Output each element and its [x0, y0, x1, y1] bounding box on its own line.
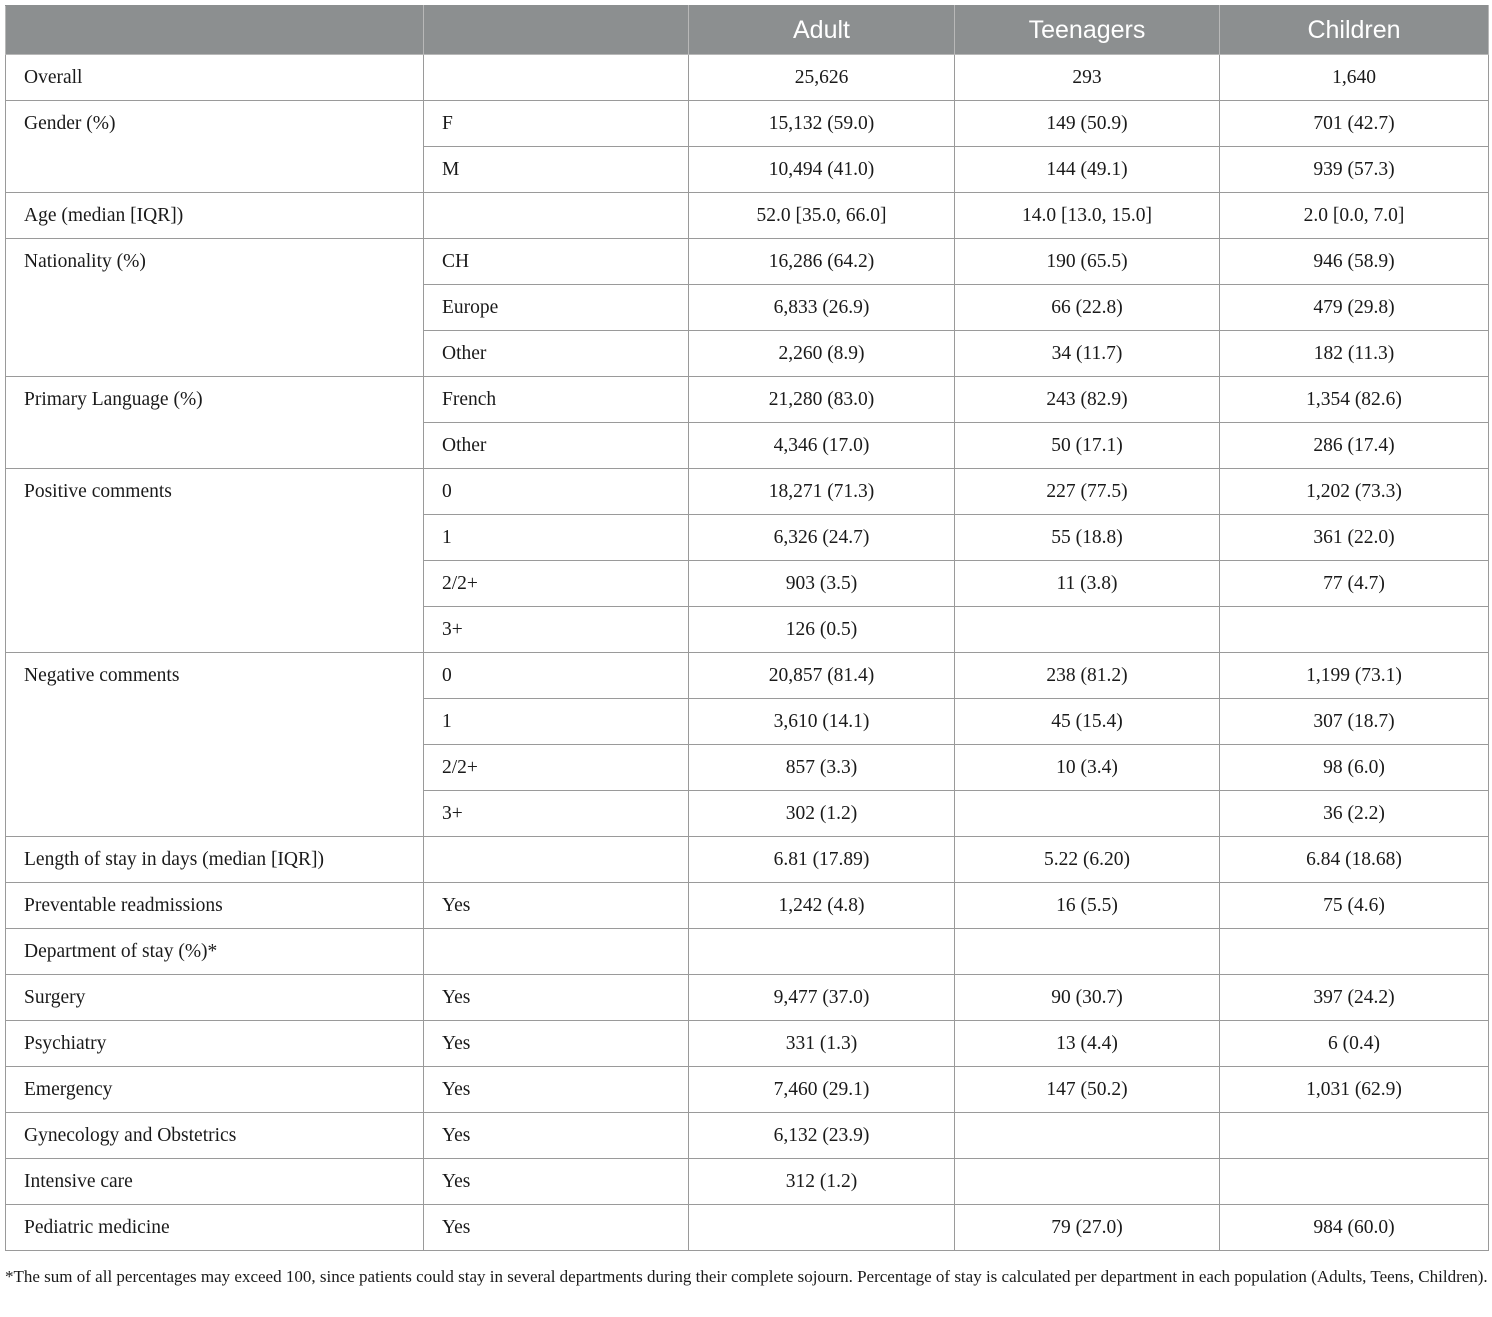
- children-value-cell: 6 (0.4): [1220, 1021, 1489, 1067]
- header-cell-variable: [6, 6, 424, 55]
- header-cell-adult: Adult: [689, 6, 955, 55]
- children-value-cell: 6.84 (18.68): [1220, 837, 1489, 883]
- category-cell: Yes: [424, 1067, 689, 1113]
- adult-value-cell: [689, 929, 955, 975]
- adult-value-cell: 6,833 (26.9): [689, 285, 955, 331]
- table-row: [6, 1159, 1489, 1205]
- table-row: [6, 193, 1489, 239]
- children-value-cell: 286 (17.4): [1220, 423, 1489, 469]
- teenagers-value-cell: [955, 1159, 1220, 1205]
- footnote: *The sum of all percentages may exceed 100, since patients could stay in several departments during their complete sojourn. Percentage of stay is calculated per department in each population (Adults, Teens, Children).: [5, 1267, 1488, 1286]
- children-value-cell: [1220, 929, 1489, 975]
- adult-value-cell: 312 (1.2): [689, 1159, 955, 1205]
- category-cell: [424, 55, 689, 101]
- category-cell: French: [424, 377, 689, 423]
- children-value-cell: 701 (42.7): [1220, 101, 1489, 147]
- children-value-cell: 1,031 (62.9): [1220, 1067, 1489, 1113]
- children-value-cell: 77 (4.7): [1220, 561, 1489, 607]
- children-value-cell: 2.0 [0.0, 7.0]: [1220, 193, 1489, 239]
- children-value-cell: 307 (18.7): [1220, 699, 1489, 745]
- adult-value-cell: 302 (1.2): [689, 791, 955, 837]
- category-cell: 3+: [424, 791, 689, 837]
- category-cell: Yes: [424, 883, 689, 929]
- category-cell: Yes: [424, 1113, 689, 1159]
- children-value-cell: [1220, 607, 1489, 653]
- category-cell: F: [424, 101, 689, 147]
- adult-value-cell: 6,326 (24.7): [689, 515, 955, 561]
- adult-value-cell: 7,460 (29.1): [689, 1067, 955, 1113]
- row-label: Nationality (%): [6, 239, 424, 377]
- table-row: [6, 1021, 1489, 1067]
- category-cell: Other: [424, 331, 689, 377]
- header-cell-category: [424, 6, 689, 55]
- teenagers-value-cell: 16 (5.5): [955, 883, 1220, 929]
- category-cell: [424, 929, 689, 975]
- row-label: Pediatric medicine: [6, 1205, 424, 1251]
- adult-value-cell: 3,610 (14.1): [689, 699, 955, 745]
- row-label: Overall: [6, 55, 424, 101]
- category-cell: 2/2+: [424, 561, 689, 607]
- category-cell: Yes: [424, 1205, 689, 1251]
- row-label: Length of stay in days (median [IQR]): [6, 837, 424, 883]
- table-container: [5, 5, 1488, 1251]
- category-cell: Yes: [424, 1021, 689, 1067]
- row-label: Gender (%): [6, 101, 424, 193]
- adult-value-cell: 6.81 (17.89): [689, 837, 955, 883]
- header-cell-children: Children: [1220, 6, 1489, 55]
- teenagers-value-cell: [955, 607, 1220, 653]
- teenagers-value-cell: 14.0 [13.0, 15.0]: [955, 193, 1220, 239]
- category-cell: Europe: [424, 285, 689, 331]
- teenagers-value-cell: 90 (30.7): [955, 975, 1220, 1021]
- teenagers-value-cell: [955, 1113, 1220, 1159]
- adult-value-cell: 6,132 (23.9): [689, 1113, 955, 1159]
- adult-value-cell: 126 (0.5): [689, 607, 955, 653]
- children-value-cell: 1,202 (73.3): [1220, 469, 1489, 515]
- teenagers-value-cell: [955, 929, 1220, 975]
- teenagers-value-cell: 79 (27.0): [955, 1205, 1220, 1251]
- row-label: Surgery: [6, 975, 424, 1021]
- teenagers-value-cell: 144 (49.1): [955, 147, 1220, 193]
- adult-value-cell: 331 (1.3): [689, 1021, 955, 1067]
- children-value-cell: 98 (6.0): [1220, 745, 1489, 791]
- adult-value-cell: 52.0 [35.0, 66.0]: [689, 193, 955, 239]
- teenagers-value-cell: 190 (65.5): [955, 239, 1220, 285]
- adult-value-cell: 4,346 (17.0): [689, 423, 955, 469]
- children-value-cell: 1,199 (73.1): [1220, 653, 1489, 699]
- teenagers-value-cell: 50 (17.1): [955, 423, 1220, 469]
- category-cell: Yes: [424, 975, 689, 1021]
- table-header: [6, 6, 1489, 55]
- children-value-cell: 36 (2.2): [1220, 791, 1489, 837]
- header-row: [6, 6, 1489, 55]
- row-label: Preventable readmissions: [6, 883, 424, 929]
- row-label: Intensive care: [6, 1159, 424, 1205]
- children-value-cell: 1,354 (82.6): [1220, 377, 1489, 423]
- children-value-cell: 984 (60.0): [1220, 1205, 1489, 1251]
- teenagers-value-cell: 149 (50.9): [955, 101, 1220, 147]
- table-row: [6, 883, 1489, 929]
- teenagers-value-cell: 243 (82.9): [955, 377, 1220, 423]
- category-cell: 0: [424, 469, 689, 515]
- table-row: [6, 239, 1489, 285]
- adult-value-cell: 25,626: [689, 55, 955, 101]
- category-cell: 0: [424, 653, 689, 699]
- adult-value-cell: 2,260 (8.9): [689, 331, 955, 377]
- teenagers-value-cell: 13 (4.4): [955, 1021, 1220, 1067]
- teenagers-value-cell: 45 (15.4): [955, 699, 1220, 745]
- children-value-cell: 946 (58.9): [1220, 239, 1489, 285]
- adult-value-cell: 20,857 (81.4): [689, 653, 955, 699]
- teenagers-value-cell: [955, 791, 1220, 837]
- category-cell: CH: [424, 239, 689, 285]
- adult-value-cell: [689, 1205, 955, 1251]
- row-label: Gynecology and Obstetrics: [6, 1113, 424, 1159]
- adult-value-cell: 16,286 (64.2): [689, 239, 955, 285]
- category-cell: M: [424, 147, 689, 193]
- teenagers-value-cell: 11 (3.8): [955, 561, 1220, 607]
- demographics-table: [5, 5, 1489, 1251]
- category-cell: 2/2+: [424, 745, 689, 791]
- table-row: [6, 837, 1489, 883]
- adult-value-cell: 10,494 (41.0): [689, 147, 955, 193]
- teenagers-value-cell: 227 (77.5): [955, 469, 1220, 515]
- children-value-cell: 182 (11.3): [1220, 331, 1489, 377]
- teenagers-value-cell: 238 (81.2): [955, 653, 1220, 699]
- children-value-cell: 361 (22.0): [1220, 515, 1489, 561]
- table-row: [6, 929, 1489, 975]
- children-value-cell: 1,640: [1220, 55, 1489, 101]
- teenagers-value-cell: 66 (22.8): [955, 285, 1220, 331]
- table-row: [6, 653, 1489, 699]
- row-label: Negative comments: [6, 653, 424, 837]
- category-cell: [424, 837, 689, 883]
- category-cell: 1: [424, 699, 689, 745]
- category-cell: Other: [424, 423, 689, 469]
- table-row: [6, 101, 1489, 147]
- table-body: [6, 55, 1489, 1251]
- row-label: Psychiatry: [6, 1021, 424, 1067]
- row-label: Department of stay (%)*: [6, 929, 424, 975]
- children-value-cell: 479 (29.8): [1220, 285, 1489, 331]
- teenagers-value-cell: 147 (50.2): [955, 1067, 1220, 1113]
- category-cell: Yes: [424, 1159, 689, 1205]
- category-cell: 3+: [424, 607, 689, 653]
- table-row: [6, 1205, 1489, 1251]
- table-row: [6, 469, 1489, 515]
- teenagers-value-cell: 34 (11.7): [955, 331, 1220, 377]
- table-row: [6, 55, 1489, 101]
- row-label: Emergency: [6, 1067, 424, 1113]
- adult-value-cell: 15,132 (59.0): [689, 101, 955, 147]
- category-cell: [424, 193, 689, 239]
- adult-value-cell: 903 (3.5): [689, 561, 955, 607]
- row-label: Primary Language (%): [6, 377, 424, 469]
- children-value-cell: 397 (24.2): [1220, 975, 1489, 1021]
- teenagers-value-cell: 5.22 (6.20): [955, 837, 1220, 883]
- header-cell-teenagers: Teenagers: [955, 6, 1220, 55]
- children-value-cell: [1220, 1113, 1489, 1159]
- teenagers-value-cell: 293: [955, 55, 1220, 101]
- table-row: [6, 1067, 1489, 1113]
- table-row: [6, 1113, 1489, 1159]
- adult-value-cell: 9,477 (37.0): [689, 975, 955, 1021]
- row-label: Age (median [IQR]): [6, 193, 424, 239]
- teenagers-value-cell: 10 (3.4): [955, 745, 1220, 791]
- adult-value-cell: 857 (3.3): [689, 745, 955, 791]
- table-row: [6, 975, 1489, 1021]
- adult-value-cell: 21,280 (83.0): [689, 377, 955, 423]
- row-label: Positive comments: [6, 469, 424, 653]
- category-cell: 1: [424, 515, 689, 561]
- children-value-cell: [1220, 1159, 1489, 1205]
- children-value-cell: 939 (57.3): [1220, 147, 1489, 193]
- teenagers-value-cell: 55 (18.8): [955, 515, 1220, 561]
- table-row: [6, 377, 1489, 423]
- children-value-cell: 75 (4.6): [1220, 883, 1489, 929]
- adult-value-cell: 18,271 (71.3): [689, 469, 955, 515]
- adult-value-cell: 1,242 (4.8): [689, 883, 955, 929]
